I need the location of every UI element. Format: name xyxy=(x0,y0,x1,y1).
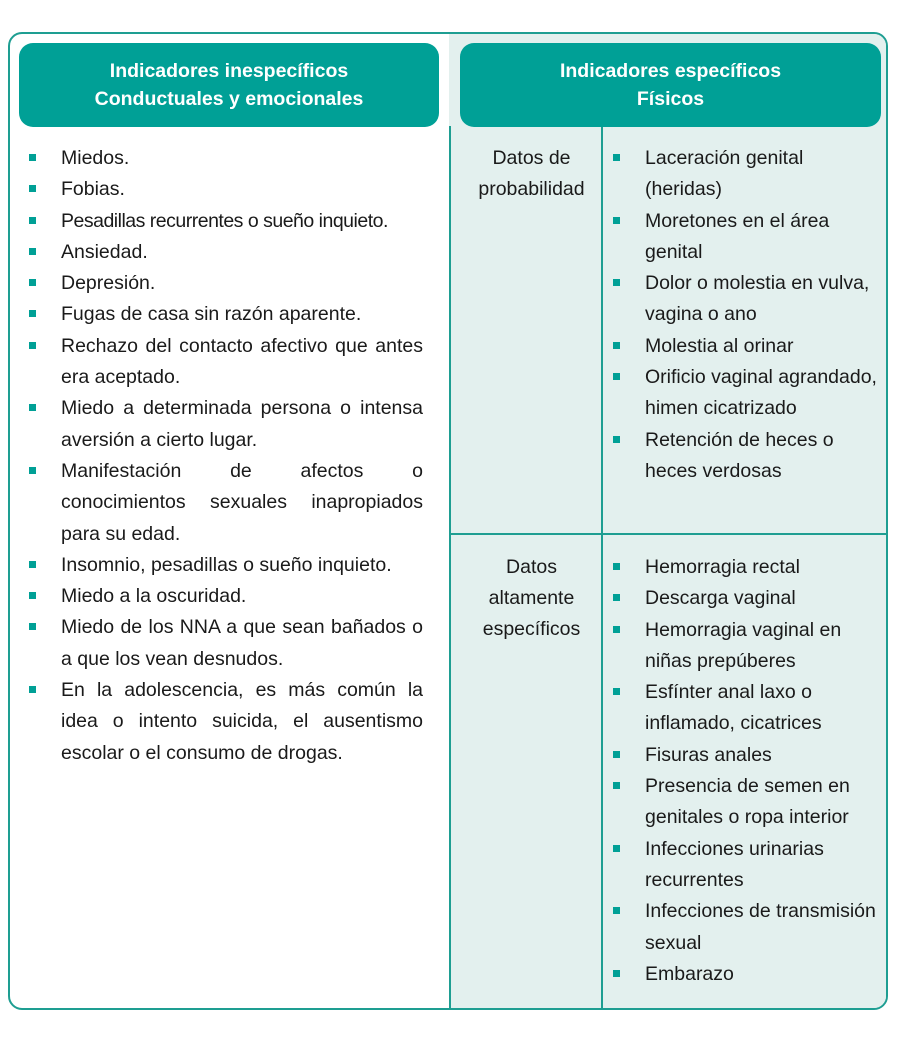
bullet-square-icon xyxy=(613,342,620,349)
list-item: Infecciones de transmisión sexual xyxy=(613,896,883,959)
list-item: Molestia al orinar xyxy=(613,331,883,362)
bullet-square-icon xyxy=(29,217,36,224)
bullet-square-icon xyxy=(29,404,36,411)
list-item: Embarazo xyxy=(613,959,883,990)
bullet-square-icon xyxy=(613,845,620,852)
header-nonspecific xyxy=(19,43,439,127)
list-item: Hemorragia vaginal en niñas prepúberes xyxy=(613,615,883,678)
list-item: Moretones en el área genital xyxy=(613,206,883,269)
list-item: Esfínter anal laxo o inflamado, cicatrices xyxy=(613,677,883,740)
bullet-square-icon xyxy=(29,686,36,693)
bullet-square-icon xyxy=(29,185,36,192)
bullet-square-icon xyxy=(29,623,36,630)
list-item: Insomnio, pesadillas o sueño inquieto. xyxy=(29,550,423,581)
list-item: Presencia de semen en genitales o ropa interior xyxy=(613,771,883,834)
list-item: Fugas de casa sin razón aparente. xyxy=(29,299,423,330)
list-item: Miedo a determinada persona o intensa aversión a cierto lugar. xyxy=(29,393,423,456)
bullet-square-icon xyxy=(29,310,36,317)
list-item: Rechazo del contacto afectivo que antes era aceptado. xyxy=(29,331,423,394)
list-item: Laceración genital (heridas) xyxy=(613,143,883,206)
highly-specific-indicators-list xyxy=(613,552,883,990)
list-item: Miedo a la oscuridad. xyxy=(29,581,423,612)
list-item: Ansiedad. xyxy=(29,237,423,268)
category-probability-line2: probabilidad xyxy=(478,178,585,200)
row-divider xyxy=(451,533,888,535)
bullet-square-icon xyxy=(613,782,620,789)
bullet-square-icon xyxy=(29,561,36,568)
category-highly-specific xyxy=(456,552,607,645)
category-probability xyxy=(456,143,607,205)
probability-indicators-list xyxy=(613,143,883,487)
bullet-square-icon xyxy=(613,563,620,570)
bullet-square-icon xyxy=(29,467,36,474)
category-highly-specific-line1: Datos xyxy=(506,556,557,578)
list-item: Pesadillas recurrentes o sueño inquieto. xyxy=(29,206,423,237)
bullet-square-icon xyxy=(29,154,36,161)
list-item: Miedo de los NNA a que sean bañados o a que los vean desnudos. xyxy=(29,612,423,675)
list-item: Retención de heces o heces verdosas xyxy=(613,425,883,488)
bullet-square-icon xyxy=(613,626,620,633)
bullet-square-icon xyxy=(613,154,620,161)
column-divider-main xyxy=(449,126,451,1010)
list-item: Orificio vaginal agrandado, himen cicatrizado xyxy=(613,362,883,425)
bullet-square-icon xyxy=(613,688,620,695)
header-specific-line1: Indicadores específicos xyxy=(559,60,782,82)
list-item: Dolor o molestia en vulva, vagina o ano xyxy=(613,268,883,331)
bullet-square-icon xyxy=(613,279,620,286)
bullet-square-icon xyxy=(613,907,620,914)
list-item: Miedos. xyxy=(29,143,423,174)
header-specific-line2: Físicos xyxy=(636,88,705,110)
header-nonspecific-line2: Conductuales y emocionales xyxy=(94,88,364,110)
list-item: En la adolescencia, es más común la idea o intento suicida, el ausentismo escolar o el consumo de drogas. xyxy=(29,675,423,769)
bullet-square-icon xyxy=(613,751,620,758)
list-item: Depresión. xyxy=(29,268,423,299)
behavioral-indicators-list xyxy=(29,143,423,769)
bullet-square-icon xyxy=(29,279,36,286)
header-specific xyxy=(460,43,881,127)
bullet-square-icon xyxy=(613,436,620,443)
bullet-square-icon xyxy=(613,970,620,977)
list-item: Fobias. xyxy=(29,174,423,205)
bullet-square-icon xyxy=(29,248,36,255)
category-probability-line1: Datos de xyxy=(492,147,571,169)
list-item: Fisuras anales xyxy=(613,740,883,771)
bullet-square-icon xyxy=(29,592,36,599)
category-highly-specific-line3: específicos xyxy=(482,618,581,640)
bullet-square-icon xyxy=(613,594,620,601)
indicators-table xyxy=(8,32,888,1010)
bullet-square-icon xyxy=(29,342,36,349)
header-nonspecific-line1: Indicadores inespecíficos xyxy=(109,60,349,82)
list-item: Hemorragia rectal xyxy=(613,552,883,583)
bullet-square-icon xyxy=(613,217,620,224)
list-item: Descarga vaginal xyxy=(613,583,883,614)
list-item: Manifestación de afectos o conocimientos sexuales inapropiados para su edad. xyxy=(29,456,423,550)
bullet-square-icon xyxy=(613,373,620,380)
category-highly-specific-line2: altamente xyxy=(488,587,575,609)
list-item: Infecciones urinarias recurrentes xyxy=(613,834,883,897)
